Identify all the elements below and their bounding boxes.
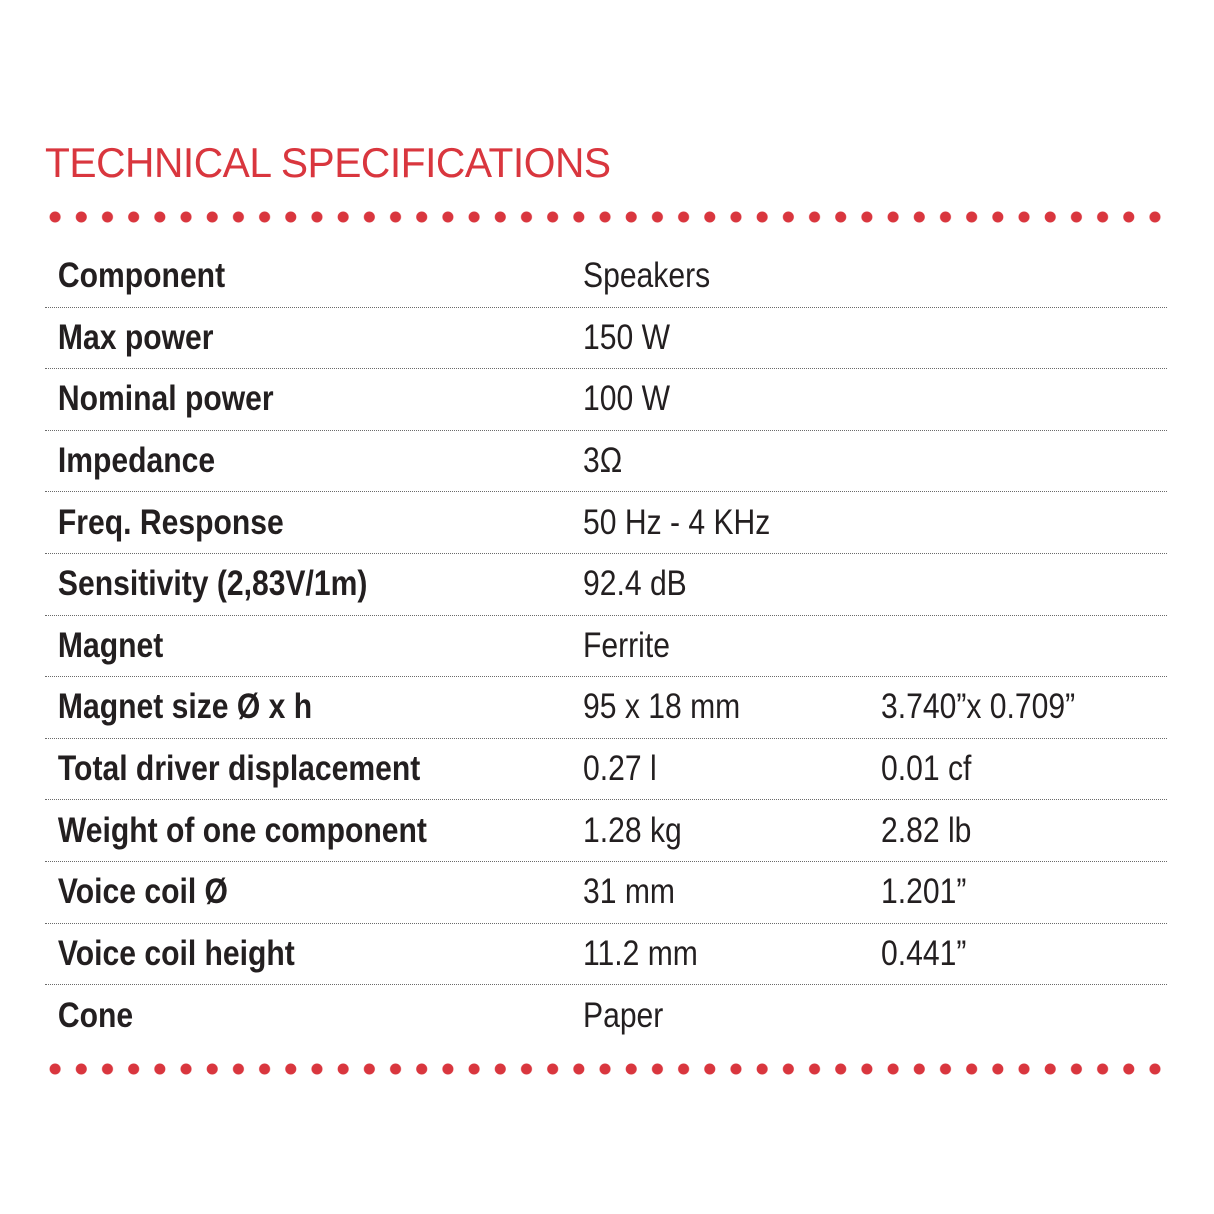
spec-value-imperial: 1.201” xyxy=(881,872,967,912)
spec-value-metric: 95 x 18 mm xyxy=(583,687,741,727)
spec-label: Cone xyxy=(57,995,134,1035)
spec-row-weight xyxy=(45,800,1167,862)
bottom-dotted-rule xyxy=(42,1062,1170,1076)
spec-label: Voice coil height xyxy=(57,933,295,973)
top-dotted-rule xyxy=(42,210,1170,224)
spec-row-impedance xyxy=(45,431,1167,493)
spec-value-metric: 150 W xyxy=(583,317,670,357)
spec-value-imperial: 2.82 lb xyxy=(881,810,972,850)
spec-label: Magnet size Ø x h xyxy=(57,687,313,727)
spec-value-metric: Paper xyxy=(583,995,664,1035)
spec-value-metric: 100 W xyxy=(583,379,670,419)
spec-label: Total driver displacement xyxy=(57,749,421,789)
spec-label: Sensitivity (2,83V/1m) xyxy=(57,564,368,604)
spec-label: Impedance xyxy=(57,441,216,481)
spec-row-voice-coil-height xyxy=(45,924,1167,986)
spec-label: Magnet xyxy=(57,625,164,665)
spec-row-magnet-size xyxy=(45,677,1167,739)
spec-label: Weight of one component xyxy=(57,810,427,850)
spec-value-metric: 0.27 l xyxy=(583,749,657,789)
spec-label: Max power xyxy=(57,317,214,357)
spec-value-imperial: 3.740”x 0.709” xyxy=(881,687,1076,727)
spec-value-imperial: 0.441” xyxy=(881,933,967,973)
spec-row-cone xyxy=(45,985,1167,1047)
spec-sheet xyxy=(45,138,1167,1076)
spec-row-freq-response xyxy=(45,492,1167,554)
spec-value-metric: 92.4 dB xyxy=(583,564,687,604)
spec-value-metric: 3Ω xyxy=(583,441,623,481)
spec-value-metric: Speakers xyxy=(583,256,711,296)
spec-value-metric: 50 Hz - 4 KHz xyxy=(583,502,771,542)
spec-value-metric: 1.28 kg xyxy=(583,810,682,850)
spec-label: Component xyxy=(57,256,226,296)
spec-row-nominal-power xyxy=(45,369,1167,431)
spec-row-voice-coil-diameter xyxy=(45,862,1167,924)
spec-row-max-power xyxy=(45,308,1167,370)
section-heading: TECHNICAL SPECIFICATIONS xyxy=(45,139,611,186)
spec-row-component xyxy=(45,246,1167,308)
spec-value-metric: 11.2 mm xyxy=(583,933,698,973)
spec-value-metric: Ferrite xyxy=(583,625,670,665)
spec-label: Nominal power xyxy=(57,379,274,419)
spec-label: Freq. Response xyxy=(57,502,284,542)
spec-value-metric: 31 mm xyxy=(583,872,675,912)
spec-value-imperial: 0.01 cf xyxy=(881,749,972,789)
spec-row-magnet xyxy=(45,616,1167,678)
spec-row-sensitivity xyxy=(45,554,1167,616)
spec-table xyxy=(45,246,1167,1047)
spec-label: Voice coil Ø xyxy=(57,872,228,912)
spec-row-driver-displacement xyxy=(45,739,1167,801)
